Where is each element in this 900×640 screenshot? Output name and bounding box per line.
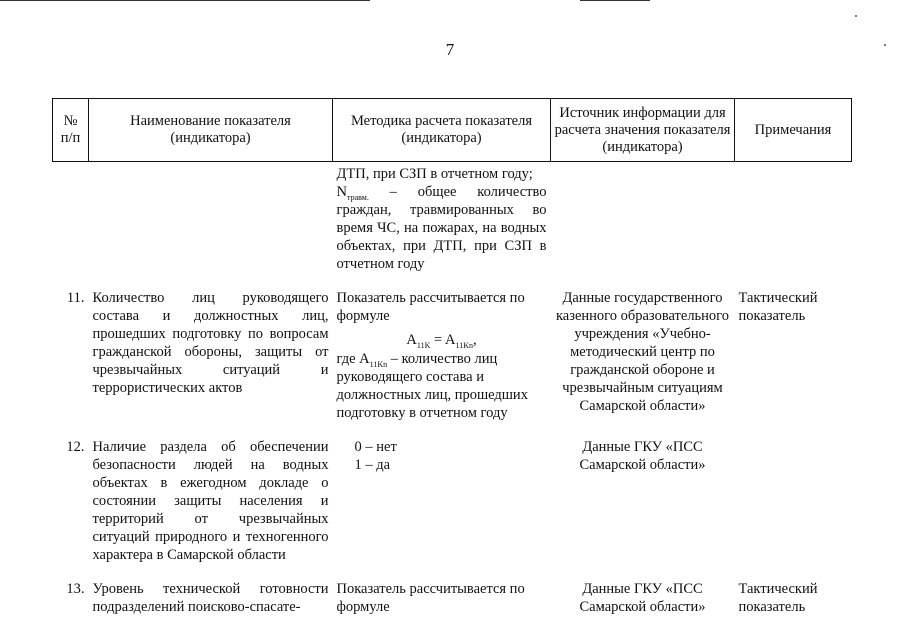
page-number: 7 (445, 40, 455, 59)
header-name: Наименование показателя (индикатора) (89, 99, 333, 162)
indicator-method: 0 – нет 1 – да (354, 439, 397, 473)
header-method: Методика расчета показателя (индикатора) (333, 99, 551, 162)
table-row (53, 580, 852, 616)
indicators-table (52, 98, 852, 616)
scan-edge-line (0, 0, 370, 1)
table-row (53, 289, 852, 422)
header-notes: Примечания (735, 99, 852, 162)
row-number: 12. (66, 439, 85, 455)
indicator-notes (735, 438, 852, 564)
header-num: № п/п (53, 99, 89, 162)
indicator-name: Наличие раздела об обеспечении безопасности людей на водных объектах в ежегодном докладе о состоянии защиты населения и территорий от чрезвычайных ситуаций природного и техногенного характера в Самарской области (92, 439, 329, 563)
row-number: 11. (66, 290, 85, 306)
indicator-source: Данные ГКУ «ПСС Самарской области» (579, 581, 706, 615)
formula: $A_{11K} = A_{11Kn}$, (406, 332, 477, 350)
indicator-source: Данные ГКУ «ПСС Самарской области» (579, 439, 706, 473)
table-row (53, 438, 852, 564)
continuation-row (53, 162, 852, 274)
header-source: Источник информации для расчета значения показателя (индикатора) (551, 99, 735, 162)
table-header-row (53, 99, 852, 162)
indicator-notes: Тактический показатель (738, 581, 818, 615)
scan-edge-line (580, 0, 650, 1)
continuation-method: ДТП, при СЗП в отчетном году; $N_{травм.}$ – общее количество граждан, травмированных во время ЧС, на пожарах, на водных объектах, при ДТП, при СЗП в отчетном году (336, 166, 547, 272)
indicator-source: Данные государственного казенного образовательного учреждения «Учебно-методический центр по гражданской обороне и чрезвычайным ситуациям Самарской области» (555, 290, 730, 414)
row-number: 13. (66, 581, 85, 597)
scan-speck (855, 15, 857, 17)
indicator-name: Количество лиц руководящего состава и должностных лиц, прошедших подготовку по вопросам гражданской обороны, защиты от чрезвычайных ситуаций и террористических актов (92, 290, 329, 396)
indicator-method: Показатель рассчитывается по формуле $A_{11K} = A_{11Kn}$, где $A_{11Kn}$ – количество лиц руководящего состава и должностных лиц, прошедших подготовку в отчетном году (333, 289, 551, 422)
indicator-name: Уровень технической готовности подразделений поисково-спасате- (92, 581, 329, 615)
indicator-notes: Тактический показатель (738, 290, 818, 324)
indicator-method: Показатель рассчитывается по формуле (336, 581, 525, 615)
